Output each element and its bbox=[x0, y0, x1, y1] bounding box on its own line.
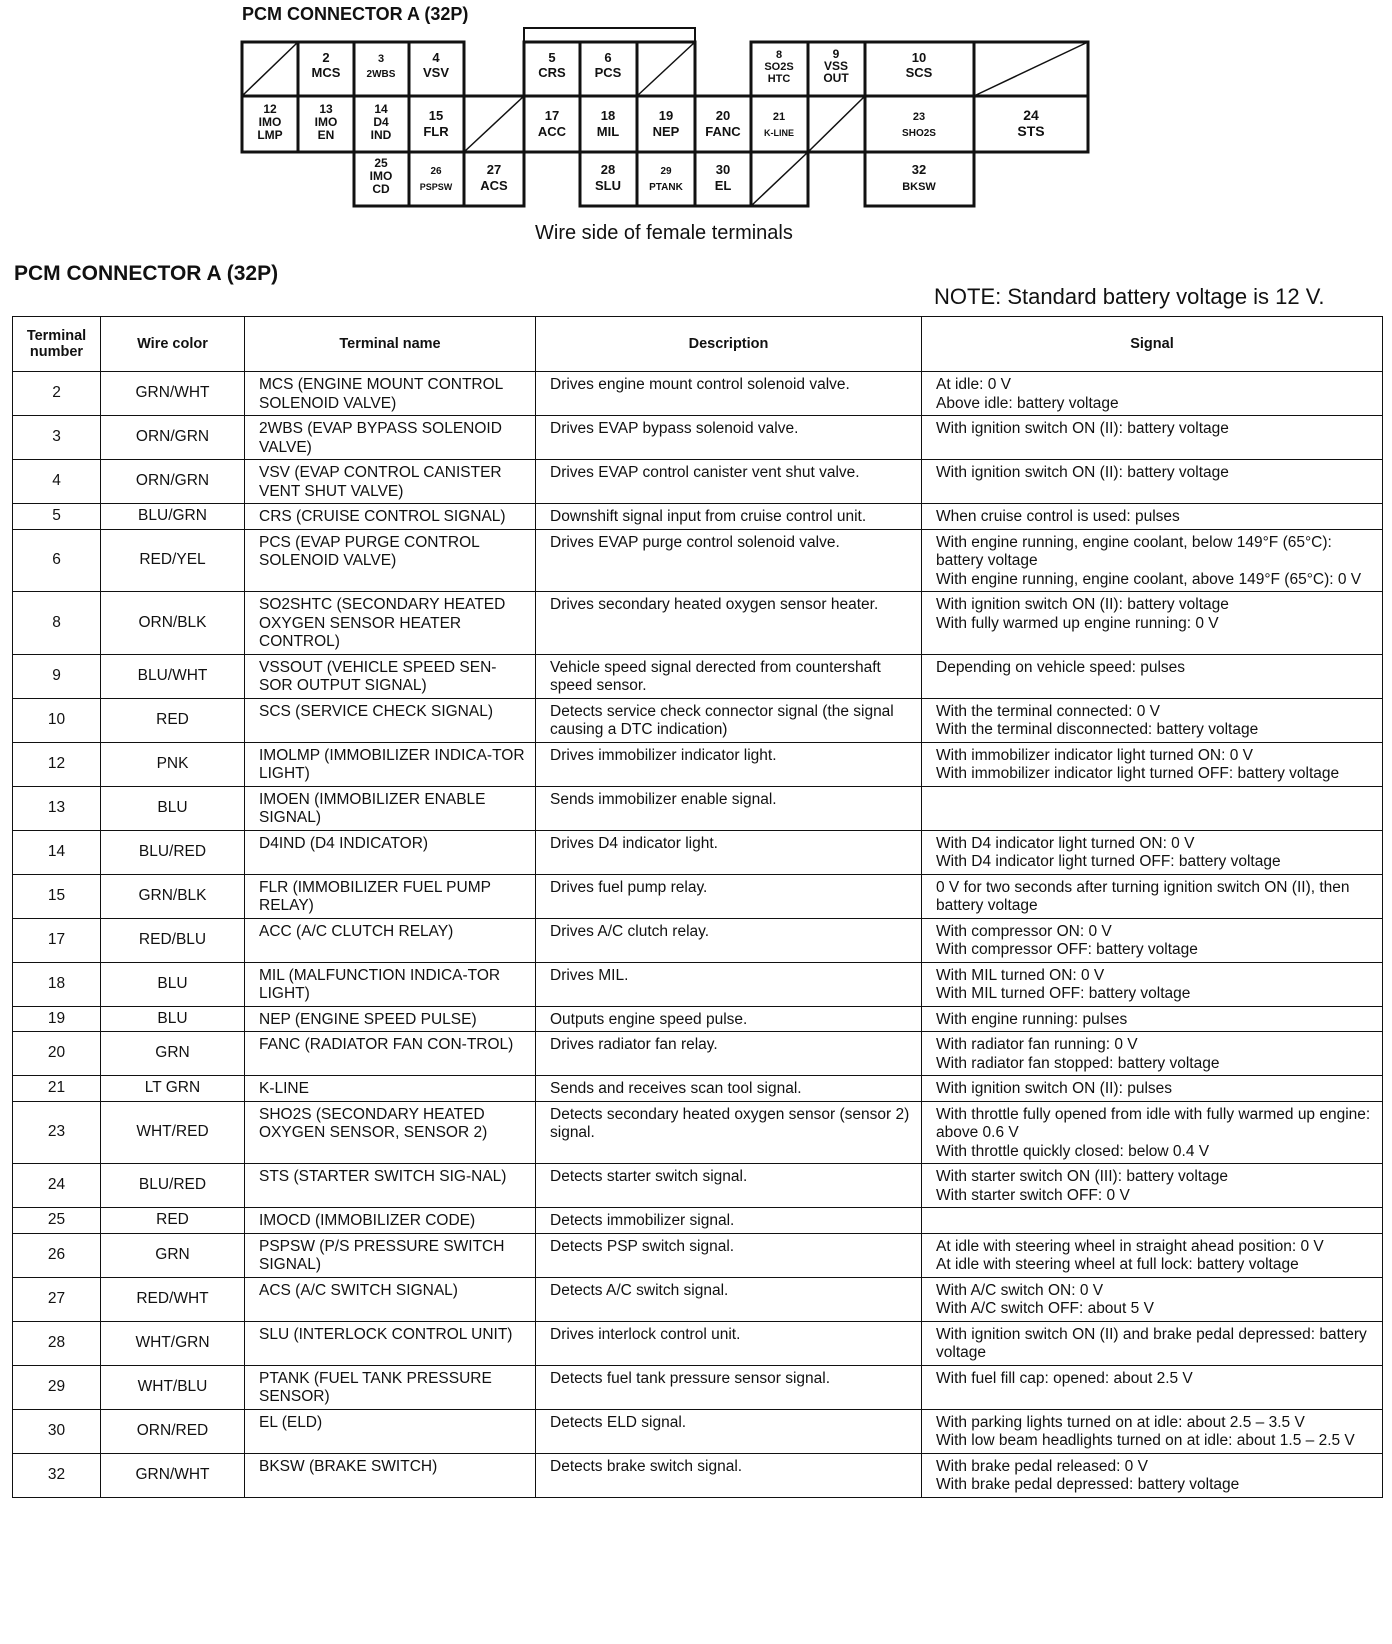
signal-line: With MIL turned OFF: battery voltage bbox=[936, 985, 1191, 1002]
signal-line: At idle: 0 V bbox=[936, 376, 1011, 393]
terminal-number-cell: 8 bbox=[13, 592, 101, 655]
wire-color-cell: ORN/BLK bbox=[101, 592, 245, 655]
pin-2: 2 MCS bbox=[311, 50, 341, 80]
terminal-number-cell: 28 bbox=[13, 1321, 101, 1365]
table-row bbox=[13, 1208, 1383, 1234]
signal-line: With engine running, engine coolant, below 149°F (65°C): battery voltage bbox=[936, 533, 1332, 569]
header-signal: Signal bbox=[922, 317, 1383, 372]
terminal-number-cell: 6 bbox=[13, 529, 101, 592]
pin-6: 6 PCS bbox=[594, 50, 622, 80]
terminal-number-cell: 2 bbox=[13, 372, 101, 416]
terminal-name-cell: IMOEN (IMMOBILIZER ENABLE SIGNAL) bbox=[245, 786, 536, 830]
pin-27: 27 ACS bbox=[480, 162, 508, 193]
description-cell: Drives interlock control unit. bbox=[536, 1321, 922, 1365]
description-cell: Detects brake switch signal. bbox=[536, 1453, 922, 1497]
signal-line: With ignition switch ON (II): battery voltage bbox=[936, 464, 1229, 481]
terminal-number-cell: 14 bbox=[13, 830, 101, 874]
signal-cell bbox=[922, 1277, 1383, 1321]
signal-cell bbox=[922, 1006, 1383, 1032]
description-cell: Drives EVAP bypass solenoid valve. bbox=[536, 416, 922, 460]
signal-line: With ignition switch ON (II): battery voltage bbox=[936, 596, 1229, 613]
table-row bbox=[13, 1233, 1383, 1277]
signal-line: With engine running: pulses bbox=[936, 1010, 1128, 1028]
table-row bbox=[13, 460, 1383, 504]
signal-cell bbox=[922, 874, 1383, 918]
signal-cell bbox=[922, 1164, 1383, 1208]
pin-25: 25 IMO CD bbox=[369, 156, 393, 196]
signal-line: Depending on vehicle speed: pulses bbox=[936, 658, 1186, 676]
wire-color-cell: RED bbox=[101, 1208, 245, 1234]
terminal-number-cell: 29 bbox=[13, 1365, 101, 1409]
wire-color-cell: PNK bbox=[101, 742, 245, 786]
terminal-name-cell: STS (STARTER SWITCH SIG-NAL) bbox=[245, 1164, 536, 1208]
signal-cell bbox=[922, 1208, 1383, 1234]
terminal-name-cell: PCS (EVAP PURGE CONTROL SOLENOID VALVE) bbox=[245, 529, 536, 592]
signal-cell bbox=[922, 742, 1383, 786]
signal-line: With immobilizer indicator light turned ON: 0 V bbox=[936, 746, 1254, 764]
pin-18: 18 MIL bbox=[596, 108, 620, 139]
signal-cell bbox=[922, 1101, 1383, 1164]
description-cell: Detects immobilizer signal. bbox=[536, 1208, 922, 1234]
pin-3: 3 2WBS bbox=[366, 53, 396, 80]
pin-15: 15 FLR bbox=[423, 108, 449, 139]
terminal-number-cell: 21 bbox=[13, 1076, 101, 1102]
table-row bbox=[13, 742, 1383, 786]
table-row bbox=[13, 918, 1383, 962]
header-terminal-number: Terminal number bbox=[13, 317, 101, 372]
terminal-name-cell: D4IND (D4 INDICATOR) bbox=[245, 830, 536, 874]
signal-cell bbox=[922, 372, 1383, 416]
signal-line: With fuel fill cap: opened: about 2.5 V bbox=[936, 1369, 1193, 1387]
signal-line: With D4 indicator light turned ON: 0 V bbox=[936, 834, 1195, 852]
wire-color-cell: WHT/RED bbox=[101, 1101, 245, 1164]
description-cell: Drives engine mount control solenoid valve. bbox=[536, 372, 922, 416]
signal-line: With MIL turned ON: 0 V bbox=[936, 966, 1105, 984]
pin-8: 8 SO2S HTC bbox=[764, 49, 794, 85]
signal-line: With parking lights turned on at idle: about 2.5 – 3.5 V bbox=[936, 1413, 1305, 1431]
signal-line: With the terminal connected: 0 V bbox=[936, 702, 1161, 720]
terminal-name-cell: SLU (INTERLOCK CONTROL UNIT) bbox=[245, 1321, 536, 1365]
table-row bbox=[13, 504, 1383, 530]
signal-line: With compressor OFF: battery voltage bbox=[936, 941, 1198, 958]
wire-color-cell: GRN/BLK bbox=[101, 874, 245, 918]
signal-cell bbox=[922, 830, 1383, 874]
description-cell: Drives A/C clutch relay. bbox=[536, 918, 922, 962]
terminal-name-cell: IMOCD (IMMOBILIZER CODE) bbox=[245, 1208, 536, 1234]
pin-19: 19 NEP bbox=[652, 108, 680, 139]
terminal-name-cell: FANC (RADIATOR FAN CON-TROL) bbox=[245, 1032, 536, 1076]
terminal-name-cell: SHO2S (SECONDARY HEATED OXYGEN SENSOR, SENSOR 2) bbox=[245, 1101, 536, 1164]
pin-14: 14 D4 IND bbox=[370, 102, 392, 142]
wire-color-cell: BLU bbox=[101, 786, 245, 830]
terminal-name-cell: EL (ELD) bbox=[245, 1409, 536, 1453]
description-cell: Vehicle speed signal derected from countershaft speed sensor. bbox=[536, 654, 922, 698]
pin-26: 26 PSPSW bbox=[419, 166, 453, 192]
connector-diagram-title: PCM CONNECTOR A (32P) bbox=[242, 4, 469, 24]
header-wire-color: Wire color bbox=[101, 317, 245, 372]
table-row bbox=[13, 874, 1383, 918]
signal-line: 0 V for two seconds after turning ignition switch ON (II), then battery voltage bbox=[936, 878, 1350, 914]
terminal-number-cell: 27 bbox=[13, 1277, 101, 1321]
table-row bbox=[13, 529, 1383, 592]
signal-line: With D4 indicator light turned OFF: battery voltage bbox=[936, 853, 1281, 870]
signal-line: With throttle quickly closed: below 0.4 V bbox=[936, 1142, 1210, 1160]
signal-cell bbox=[922, 918, 1383, 962]
wire-color-cell: BLU bbox=[101, 1006, 245, 1032]
terminal-number-cell: 30 bbox=[13, 1409, 101, 1453]
table-row bbox=[13, 372, 1383, 416]
table-row bbox=[13, 1321, 1383, 1365]
table-row bbox=[13, 1032, 1383, 1076]
description-cell: Downshift signal input from cruise control unit. bbox=[536, 504, 922, 530]
terminal-name-cell: VSV (EVAP CONTROL CANISTER VENT SHUT VALVE) bbox=[245, 460, 536, 504]
description-cell: Detects PSP switch signal. bbox=[536, 1233, 922, 1277]
terminal-table bbox=[12, 316, 1383, 1498]
description-cell: Sends immobilizer enable signal. bbox=[536, 786, 922, 830]
terminal-number-cell: 24 bbox=[13, 1164, 101, 1208]
wire-color-cell: RED/WHT bbox=[101, 1277, 245, 1321]
signal-line: With radiator fan stopped: battery voltage bbox=[936, 1054, 1220, 1072]
terminal-name-cell: PTANK (FUEL TANK PRESSURE SENSOR) bbox=[245, 1365, 536, 1409]
table-row bbox=[13, 1101, 1383, 1164]
connector-diagram bbox=[0, 0, 1392, 240]
signal-line: With the terminal disconnected: battery voltage bbox=[936, 721, 1259, 738]
table-row bbox=[13, 1164, 1383, 1208]
terminal-number-cell: 10 bbox=[13, 698, 101, 742]
terminal-number-cell: 4 bbox=[13, 460, 101, 504]
battery-note: NOTE: Standard battery voltage is 12 V. bbox=[934, 284, 1325, 309]
terminal-number-cell: 23 bbox=[13, 1101, 101, 1164]
terminal-number-cell: 32 bbox=[13, 1453, 101, 1497]
pin-4: 4 VSV bbox=[422, 50, 450, 80]
wire-color-cell: GRN bbox=[101, 1233, 245, 1277]
wire-color-cell: BLU bbox=[101, 962, 245, 1006]
terminal-name-cell: SO2SHTC (SECONDARY HEATED OXYGEN SENSOR HEATER CONTROL) bbox=[245, 592, 536, 655]
table-row bbox=[13, 698, 1383, 742]
wire-color-cell: ORN/GRN bbox=[101, 416, 245, 460]
pin-5: 5 CRS bbox=[538, 50, 566, 80]
signal-line: With low beam headlights turned on at idle: about 1.5 – 2.5 V bbox=[936, 1432, 1355, 1449]
signal-cell bbox=[922, 1233, 1383, 1277]
terminal-number-cell: 25 bbox=[13, 1208, 101, 1234]
description-cell: Detects starter switch signal. bbox=[536, 1164, 922, 1208]
table-row bbox=[13, 1365, 1383, 1409]
pin-29: 29 PTANK bbox=[649, 166, 683, 193]
signal-cell bbox=[922, 1453, 1383, 1497]
wire-color-cell: GRN/WHT bbox=[101, 1453, 245, 1497]
description-cell: Detects secondary heated oxygen sensor (sensor 2) signal. bbox=[536, 1101, 922, 1164]
table-row bbox=[13, 1453, 1383, 1497]
wire-color-cell: ORN/RED bbox=[101, 1409, 245, 1453]
description-cell: Drives EVAP control canister vent shut valve. bbox=[536, 460, 922, 504]
table-header-row bbox=[13, 317, 1383, 372]
description-cell: Detects fuel tank pressure sensor signal. bbox=[536, 1365, 922, 1409]
signal-cell bbox=[922, 1076, 1383, 1102]
signal-cell bbox=[922, 504, 1383, 530]
pin-13: 13 IMO EN bbox=[314, 102, 338, 142]
terminal-name-cell: ACC (A/C CLUTCH RELAY) bbox=[245, 918, 536, 962]
table-row bbox=[13, 1409, 1383, 1453]
pin-10: 10 SCS bbox=[905, 50, 933, 80]
terminal-number-cell: 19 bbox=[13, 1006, 101, 1032]
description-cell: Drives fuel pump relay. bbox=[536, 874, 922, 918]
table-row bbox=[13, 592, 1383, 655]
description-cell: Drives D4 indicator light. bbox=[536, 830, 922, 874]
signal-cell bbox=[922, 1032, 1383, 1076]
terminal-number-cell: 15 bbox=[13, 874, 101, 918]
signal-line: With compressor ON: 0 V bbox=[936, 922, 1112, 940]
wire-color-cell: ORN/GRN bbox=[101, 460, 245, 504]
terminal-name-cell: CRS (CRUISE CONTROL SIGNAL) bbox=[245, 504, 536, 530]
signal-line: With A/C switch OFF: about 5 V bbox=[936, 1300, 1154, 1317]
terminal-number-cell: 5 bbox=[13, 504, 101, 530]
terminal-number-cell: 20 bbox=[13, 1032, 101, 1076]
wire-color-cell: BLU/GRN bbox=[101, 504, 245, 530]
signal-cell bbox=[922, 1409, 1383, 1453]
diagram-caption: Wire side of female terminals bbox=[535, 222, 793, 244]
terminal-number-cell: 17 bbox=[13, 918, 101, 962]
wire-color-cell: BLU/RED bbox=[101, 830, 245, 874]
terminal-number-cell: 26 bbox=[13, 1233, 101, 1277]
table-title: PCM CONNECTOR A (32P) bbox=[14, 262, 279, 285]
wire-color-cell: RED/BLU bbox=[101, 918, 245, 962]
description-cell: Drives radiator fan relay. bbox=[536, 1032, 922, 1076]
terminal-number-cell: 3 bbox=[13, 416, 101, 460]
wire-color-cell: WHT/GRN bbox=[101, 1321, 245, 1365]
pin-20: 20 FANC bbox=[705, 108, 741, 139]
wire-color-cell: GRN/WHT bbox=[101, 372, 245, 416]
signal-line: Above idle: battery voltage bbox=[936, 394, 1119, 412]
terminal-name-cell: SCS (SERVICE CHECK SIGNAL) bbox=[245, 698, 536, 742]
description-cell: Detects service check connector signal (the signal causing a DTC indication) bbox=[536, 698, 922, 742]
table-row bbox=[13, 1277, 1383, 1321]
wire-color-cell: RED bbox=[101, 698, 245, 742]
signal-line: At idle with steering wheel at full lock: battery voltage bbox=[936, 1256, 1299, 1273]
signal-line: With ignition switch ON (II): battery voltage bbox=[936, 420, 1229, 437]
terminal-number-cell: 18 bbox=[13, 962, 101, 1006]
signal-cell bbox=[922, 460, 1383, 504]
signal-line: With throttle fully opened from idle with fully warmed up engine: above 0.6 V bbox=[936, 1105, 1371, 1141]
terminal-name-cell: IMOLMP (IMMOBILIZER INDICA-TOR LIGHT) bbox=[245, 742, 536, 786]
signal-cell bbox=[922, 1365, 1383, 1409]
signal-line: With starter switch OFF: 0 V bbox=[936, 1186, 1130, 1204]
terminal-name-cell: FLR (IMMOBILIZER FUEL PUMP RELAY) bbox=[245, 874, 536, 918]
wire-color-cell: BLU/RED bbox=[101, 1164, 245, 1208]
signal-line: With engine running, engine coolant, above 149°F (65°C): 0 V bbox=[936, 570, 1362, 588]
table-row bbox=[13, 786, 1383, 830]
signal-cell bbox=[922, 654, 1383, 698]
wire-color-cell: WHT/BLU bbox=[101, 1365, 245, 1409]
header-terminal-name: Terminal name bbox=[245, 317, 536, 372]
signal-cell bbox=[922, 1321, 1383, 1365]
table-row bbox=[13, 830, 1383, 874]
terminal-name-cell: PSPSW (P/S PRESSURE SWITCH SIGNAL) bbox=[245, 1233, 536, 1277]
terminal-name-cell: ACS (A/C SWITCH SIGNAL) bbox=[245, 1277, 536, 1321]
signal-cell bbox=[922, 529, 1383, 592]
table-row bbox=[13, 416, 1383, 460]
terminal-number-cell: 12 bbox=[13, 742, 101, 786]
description-cell: Drives MIL. bbox=[536, 962, 922, 1006]
signal-cell bbox=[922, 698, 1383, 742]
signal-line: With radiator fan running: 0 V bbox=[936, 1036, 1138, 1053]
signal-line: With ignition switch ON (II): pulses bbox=[936, 1080, 1173, 1097]
terminal-number-cell: 13 bbox=[13, 786, 101, 830]
signal-line: With A/C switch ON: 0 V bbox=[936, 1281, 1104, 1299]
description-cell: Drives EVAP purge control solenoid valve. bbox=[536, 529, 922, 592]
signal-line: With fully warmed up engine running: 0 V bbox=[936, 614, 1219, 632]
signal-cell bbox=[922, 786, 1383, 830]
terminal-name-cell: MIL (MALFUNCTION INDICA-TOR LIGHT) bbox=[245, 962, 536, 1006]
description-cell: Detects ELD signal. bbox=[536, 1409, 922, 1453]
signal-line: When cruise control is used: pulses bbox=[936, 508, 1180, 525]
header-description: Description bbox=[536, 317, 922, 372]
pin-32: 32 BKSW bbox=[902, 162, 936, 193]
terminal-name-cell: VSSOUT (VEHICLE SPEED SEN-SOR OUTPUT SIGNAL) bbox=[245, 654, 536, 698]
terminal-name-cell: BKSW (BRAKE SWITCH) bbox=[245, 1453, 536, 1497]
terminal-name-cell: K-LINE bbox=[245, 1076, 536, 1102]
pin-28: 28 SLU bbox=[595, 162, 621, 193]
pin-21: 21 K-LINE bbox=[764, 111, 794, 138]
terminal-name-cell: MCS (ENGINE MOUNT CONTROL SOLENOID VALVE) bbox=[245, 372, 536, 416]
description-cell: Detects A/C switch signal. bbox=[536, 1277, 922, 1321]
wire-color-cell: GRN bbox=[101, 1032, 245, 1076]
description-cell: Outputs engine speed pulse. bbox=[536, 1006, 922, 1032]
pin-17: 17 ACC bbox=[537, 108, 567, 139]
signal-line: With brake pedal released: 0 V bbox=[936, 1457, 1148, 1475]
terminal-name-cell: 2WBS (EVAP BYPASS SOLENOID VALVE) bbox=[245, 416, 536, 460]
terminal-name-cell: NEP (ENGINE SPEED PULSE) bbox=[245, 1006, 536, 1032]
signal-line: With starter switch ON (III): battery voltage bbox=[936, 1168, 1228, 1185]
pin-12: 12 IMO LMP bbox=[257, 102, 283, 142]
table-row bbox=[13, 1006, 1383, 1032]
signal-cell bbox=[922, 416, 1383, 460]
description-cell: Drives secondary heated oxygen sensor heater. bbox=[536, 592, 922, 655]
table-row bbox=[13, 654, 1383, 698]
signal-cell bbox=[922, 592, 1383, 655]
description-cell: Sends and receives scan tool signal. bbox=[536, 1076, 922, 1102]
table-row bbox=[13, 962, 1383, 1006]
signal-line: With ignition switch ON (II) and brake pedal depressed: battery voltage bbox=[936, 1325, 1367, 1361]
pin-23: 23 SHO2S bbox=[902, 111, 936, 139]
signal-cell bbox=[922, 962, 1383, 1006]
signal-line: With immobilizer indicator light turned OFF: battery voltage bbox=[936, 765, 1340, 782]
wire-color-cell: RED/YEL bbox=[101, 529, 245, 592]
pin-30: 30 EL bbox=[714, 162, 732, 193]
pin-9: 9 VSS OUT bbox=[823, 47, 849, 85]
wire-color-cell: BLU/WHT bbox=[101, 654, 245, 698]
signal-line: At idle with steering wheel in straight ahead position: 0 V bbox=[936, 1237, 1324, 1255]
wire-color-cell: LT GRN bbox=[101, 1076, 245, 1102]
pin-24: 24 STS bbox=[1017, 107, 1045, 139]
terminal-number-cell: 9 bbox=[13, 654, 101, 698]
description-cell: Drives immobilizer indicator light. bbox=[536, 742, 922, 786]
signal-line: With brake pedal depressed: battery voltage bbox=[936, 1476, 1240, 1493]
table-row bbox=[13, 1076, 1383, 1102]
